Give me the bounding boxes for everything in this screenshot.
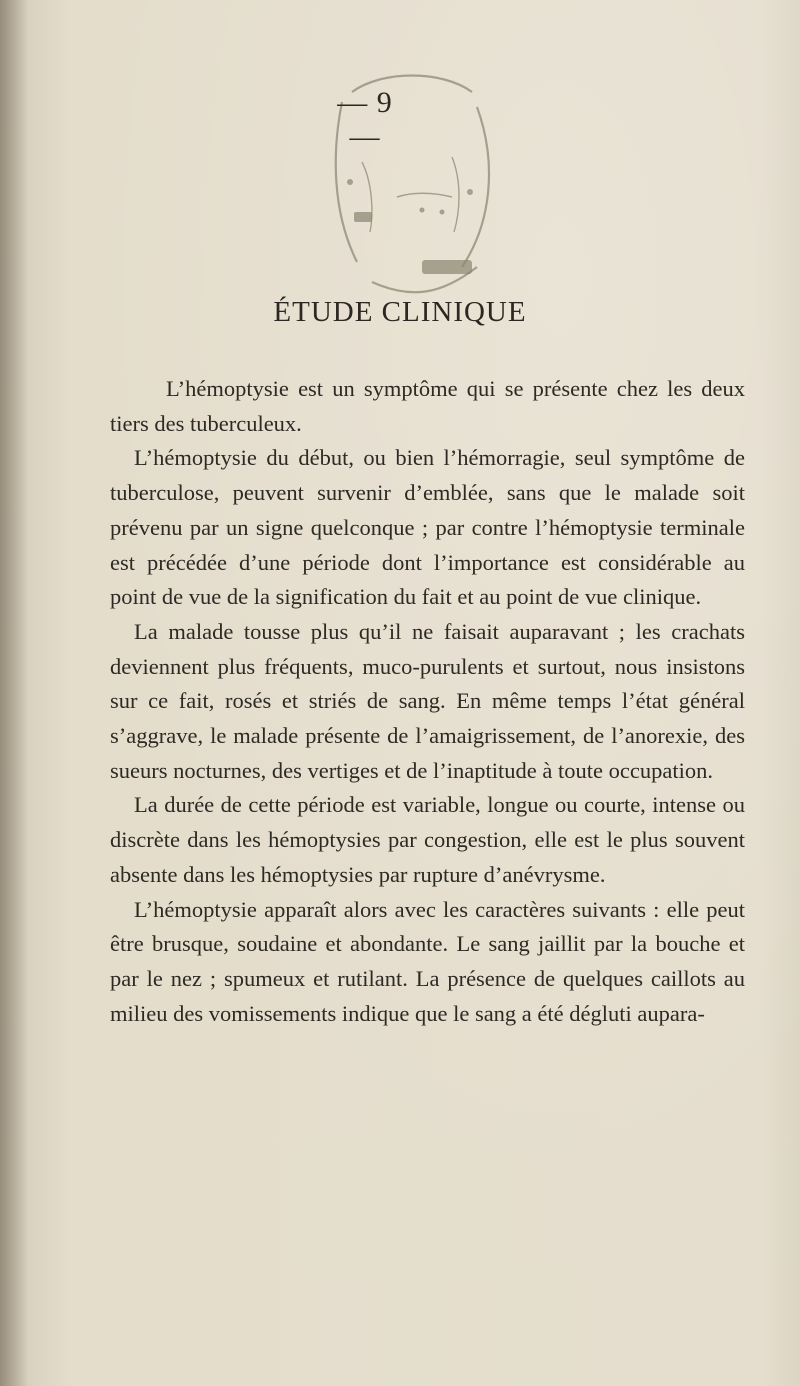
paragraph-2: L’hémoptysie du début, ou bien l’hémorragie, seul symptôme de tuberculose, peuvent survenir d’emblée, sans que le malade soit prévenu par un signe quelconque ; par contre l’hémoptysie terminale est précédée d’une période dont l’importance est considérable au point de vue de la signification du fait et au point de vue clinique.: [110, 445, 745, 610]
paragraph-4: La durée de cette période est variable, longue ou courte, intense ou discrète dans les hémoptysies par congestion, elle est le plus souvent absente dans les hémoptysies par rupture d’anévrysme.: [110, 792, 745, 887]
paragraph-5: L’hémoptysie apparaît alors avec les caractères suivants : elle peut être brusque, soudaine et abondante. Le sang jaillit par la bouche et par le nez ; spumeux et rutilant. La présence de quelques caillots au milieu des vomissements indique que le sang a été dégluti aupara-: [110, 896, 745, 1026]
page-number: — 9 —: [337, 86, 393, 153]
paragraph-1: L’hémoptysie est un symptôme qui se présente chez les deux tiers des tuberculeux.: [110, 376, 745, 436]
binding-shadow: [0, 0, 28, 1386]
body-text: [110, 372, 745, 1031]
section-heading: ÉTUDE CLINIQUE: [273, 296, 527, 328]
paragraph-3: La malade tousse plus qu’il ne faisait auparavant ; les crachats deviennent plus fréquents, muco-purulents et surtout, nous insistons sur ce fait, rosés et striés de sang. En même temps l’état général s’aggrave, le malade présente de l’amaigrissement, de l’anorexie, des sueurs nocturnes, des vertiges et de l’inaptitude à toute occupation.: [110, 618, 745, 783]
